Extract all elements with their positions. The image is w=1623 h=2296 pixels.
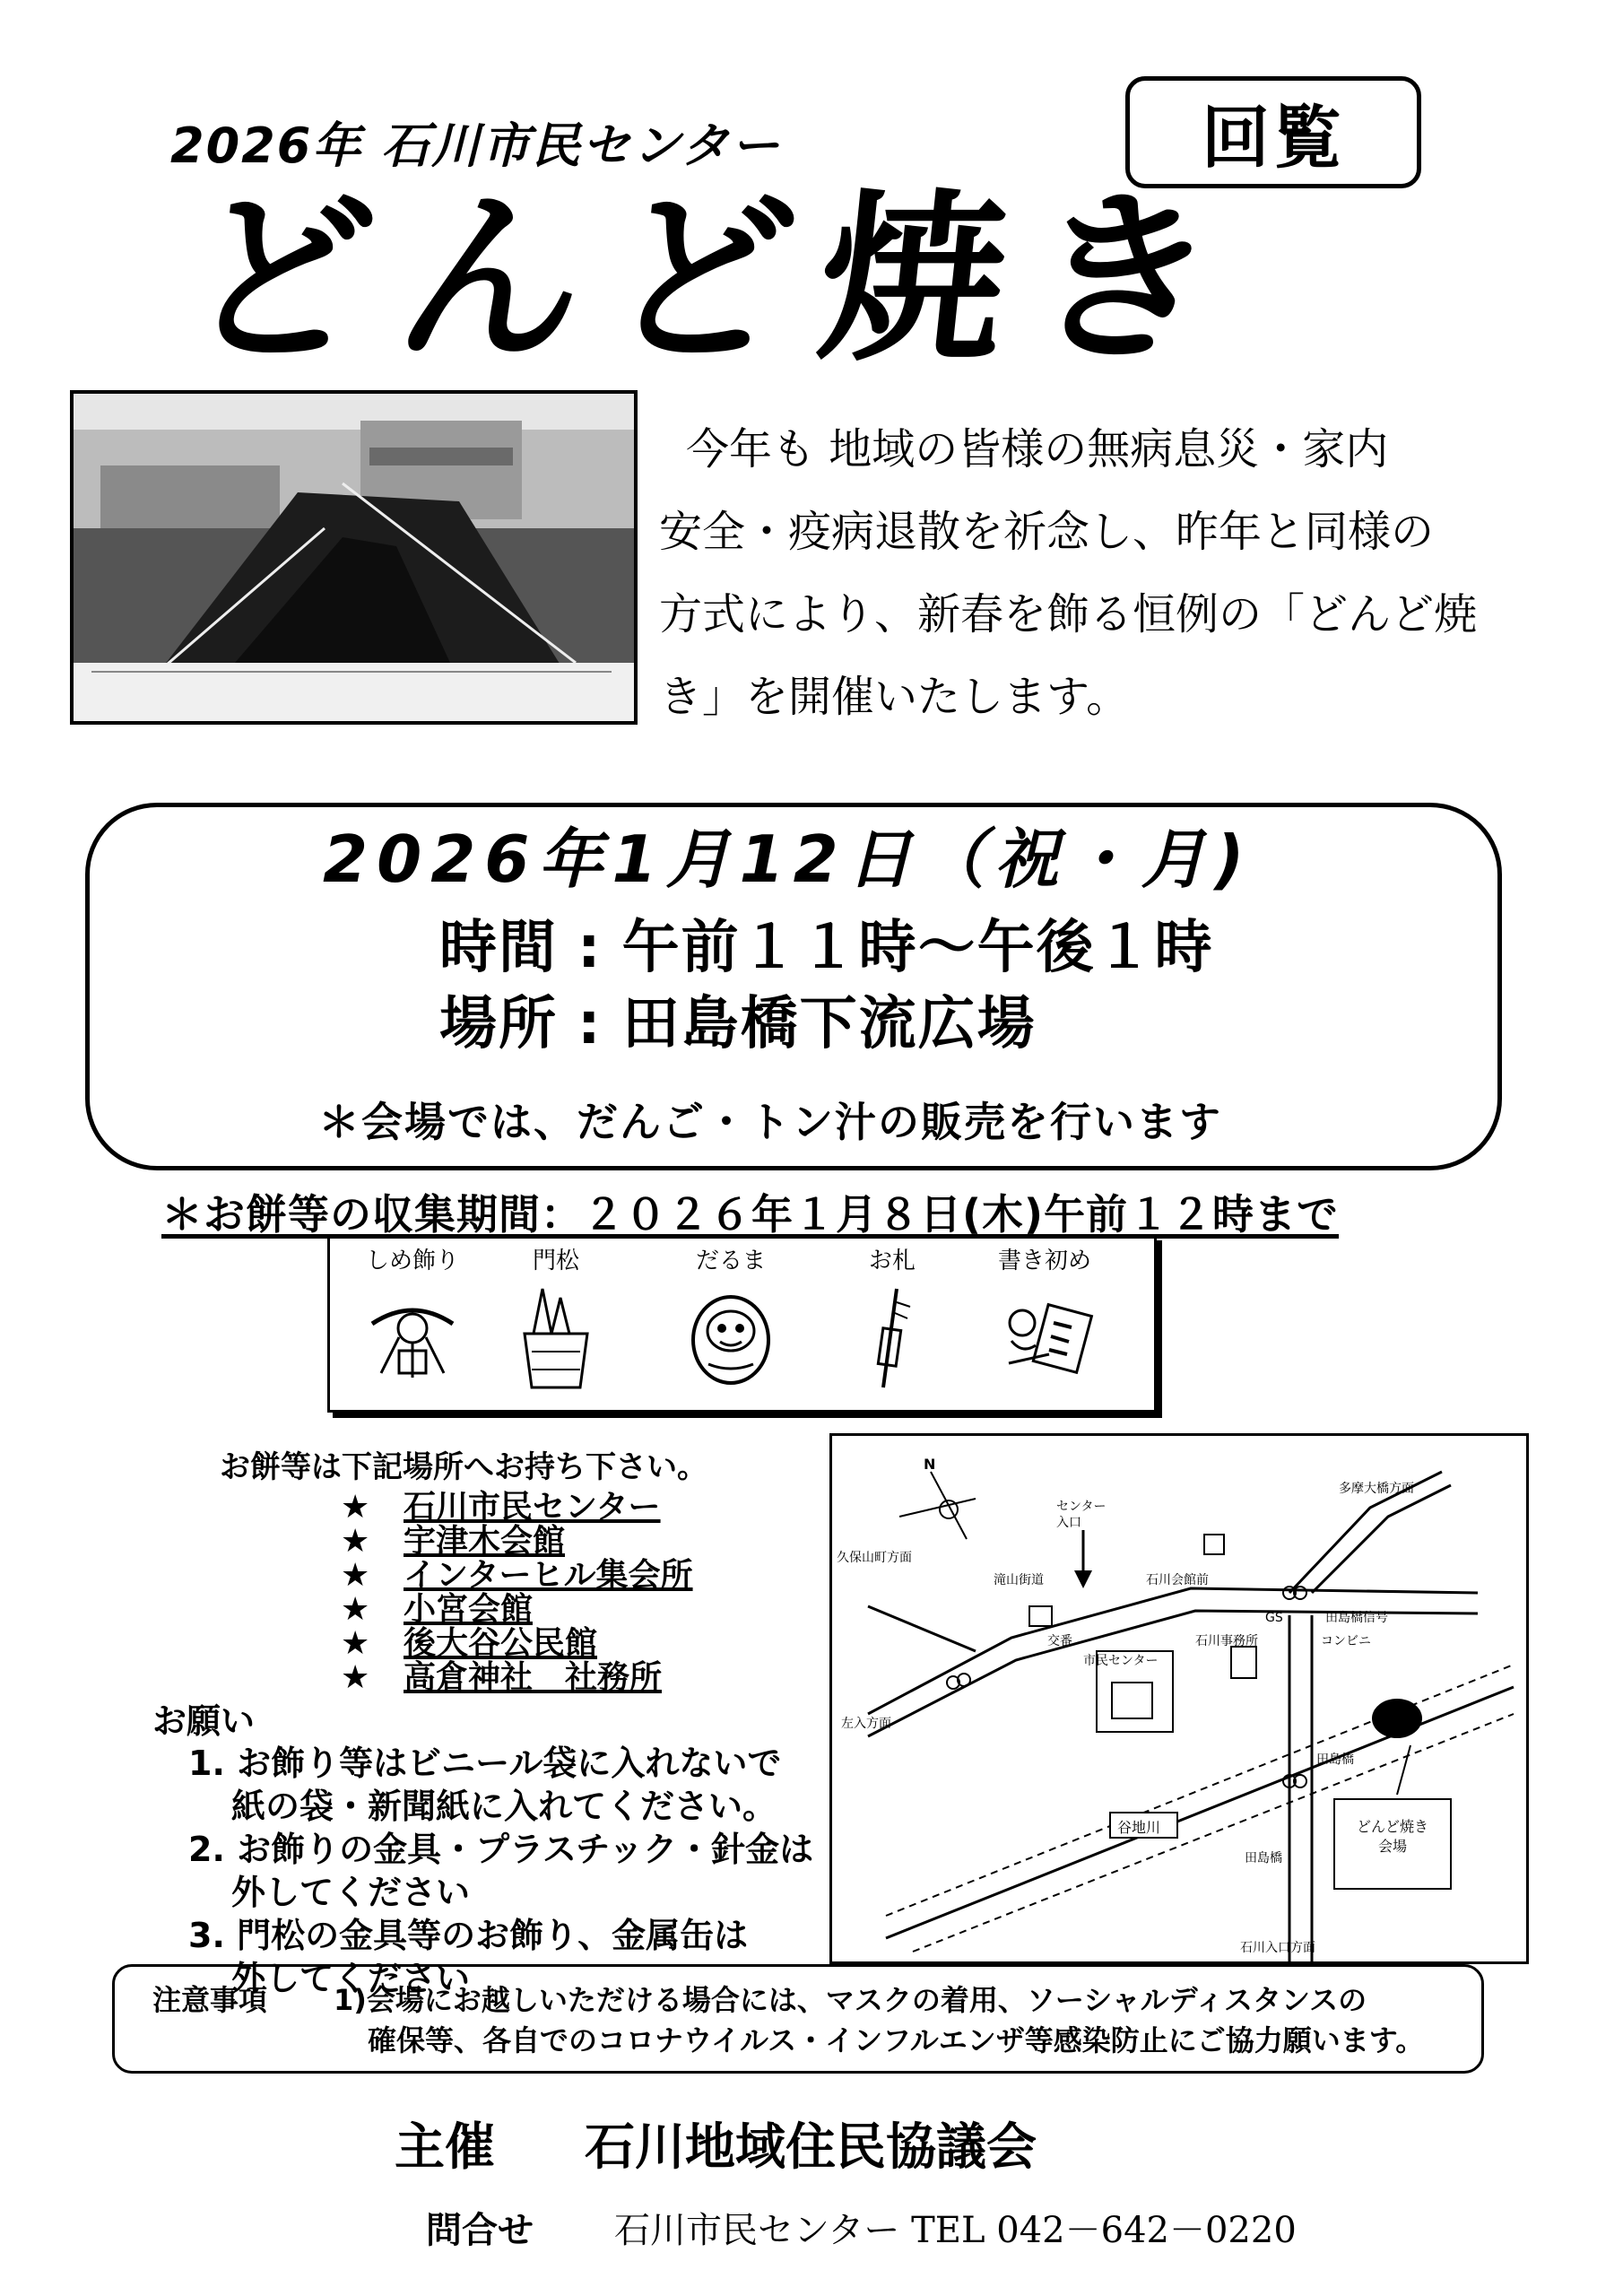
map-label-yachigawa: 谷地川 [1117,1819,1161,1836]
request-line-1: 1. お飾り等はビニール袋に入れないで [188,1744,782,1783]
item-kadomatsu [489,1242,623,1396]
map-label-conbini: コンビニ [1321,1634,1371,1648]
intro-line-2: 安全・疫病退散を祈念し、昨年と同様の [659,507,1435,557]
map-label-ishikawa-hall: 石川会館前 [1146,1573,1209,1587]
dropoff-list [341,1482,789,1696]
contact-label: 問合せ [426,2209,534,2251]
intro-line-1: 今年も 地域の皆様の無病息災・家内 [686,424,1389,474]
map-label-tajimabashi-signal: 田島橋信号 [1325,1611,1388,1625]
item-shimekazari-label: しめ飾り [365,1248,459,1274]
kadomatsu-icon [516,1284,596,1392]
star-icon: ★ [341,1557,370,1594]
caution-label: 注意事項 [152,1983,268,2017]
star-icon: ★ [341,1659,370,1696]
request-line-4: 外してください [231,1873,471,1912]
event-time-label: 時間 [439,915,558,981]
bonfire-photo-image [74,394,634,721]
dropoff-heading: お餅等は下記場所へお持ち下さい。 [220,1449,707,1485]
dropoff-item [341,1652,662,1698]
venue-map [829,1433,1529,1964]
map-north-label: N [924,1456,936,1473]
star-icon: ★ [341,1625,370,1662]
main-title: どんど焼き [177,173,1254,387]
organizer-name: 石川地域住民協議会 [585,2118,1037,2177]
request-line-2: 紙の袋・新聞紙に入れてください。 [231,1787,777,1826]
intro-text [659,408,1574,738]
intro-line-3: 方式により、新春を飾る恒例の「どんど焼 [659,589,1478,639]
item-ofuda-label: お札 [868,1248,916,1274]
ofuda-icon [861,1284,924,1392]
star-icon: ★ [341,1489,370,1526]
item-kakizome-label: 書き初め [997,1248,1091,1274]
dropoff-item-label: 宇津木会館 [404,1523,566,1560]
circular-badge [1125,76,1421,188]
organizer-label: 主催 [395,2118,495,2177]
contact-value: 石川市民センター TEL 042－642－0220 [614,2210,1297,2251]
intro-line-4: き」を開催いたします。 [659,672,1130,722]
item-daruma [646,1242,816,1390]
star-icon: ★ [341,1591,370,1628]
map-label-office: 石川事務所 [1195,1634,1258,1648]
map-label-civic-center: 市民センター [1083,1654,1159,1668]
venue-marker-icon [1372,1699,1422,1738]
sale-note: ＊会場では、だんご・トン汁の販売を行います [318,1098,1222,1146]
map-label-kubo: 久保山町方面 [837,1551,912,1565]
event-place-colon: : [577,991,603,1057]
daruma-icon [686,1288,776,1387]
event-time [439,901,1214,984]
item-kadomatsu-label: 門松 [532,1248,579,1274]
bonfire-photo [70,390,638,725]
caution-line-2: 確保等、各自でのコロナウイルス・インフルエンザ等感染防止にご協力願います。 [368,2023,1425,2057]
event-place-value: 田島橋下流広場 [621,991,1037,1057]
dropoff-item-label: 小宮会館 [404,1591,534,1628]
map-label-tajimabashi: 田島橋 [1316,1752,1354,1767]
map-label-ishikawa-iriguchi: 石川入口方面 [1240,1941,1315,1955]
organizer [395,2108,1037,2179]
items-row [336,1242,1148,1404]
request-line-6: 外してください [231,1959,471,1998]
caution-line-1: 1)会場にお越しいただける場合には、マスクの着用、ソーシャルディスタンスの [334,1983,1367,2017]
dropoff-item-label: 後大谷公民館 [404,1625,598,1662]
dropoff-item-label: インターヒル集会所 [404,1557,693,1594]
map-drawing [832,1436,1526,1961]
map-label-gs: GS [1265,1611,1283,1625]
kakizome-icon [995,1292,1094,1381]
item-ofuda [838,1242,946,1396]
event-place-label: 場所 [439,991,558,1057]
event-time-value: 午前１１時～午後１時 [621,915,1214,981]
event-date: 2026年1月12日（祝・月) [305,807,1271,900]
map-label-tajimabashi-2: 田島橋 [1245,1851,1282,1866]
circular-badge-label: 回覧 [1202,98,1345,178]
map-label-center-entrance: センター 入口 [1056,1500,1107,1530]
event-place [439,978,1037,1060]
item-shimekazari [336,1242,489,1390]
event-time-colon: : [577,915,603,981]
map-label-tama: 多摩大橋方面 [1339,1482,1414,1496]
collection-period: ＊お餅等の収集期間：２０２６年１月８日(木)午前１２時まで [161,1190,1340,1239]
request-line-3: 2. お飾りの金具・プラスチック・針金は [188,1830,814,1869]
star-icon: ★ [341,1523,370,1560]
shimekazari-icon [363,1288,462,1387]
dropoff-item-label: 石川市民センター [404,1489,661,1526]
dropoff-item-label: 高倉神社 社務所 [404,1659,663,1696]
item-kakizome [955,1242,1134,1385]
request-line-5: 3. 門松の金具等のお飾り、金属缶は [188,1916,749,1955]
map-label-takiyama: 滝山街道 [994,1573,1044,1587]
contact [426,2202,1297,2253]
requests-heading: お願い [152,1701,256,1741]
map-label-venue: どんど焼き 会場 [1356,1818,1428,1855]
map-label-koban: 交番 [1047,1634,1072,1648]
item-daruma-label: だるま [695,1248,766,1274]
event-subtitle: 2026年 石川市民センター [170,117,781,174]
map-label-sanin: 左入方面 [841,1717,891,1731]
